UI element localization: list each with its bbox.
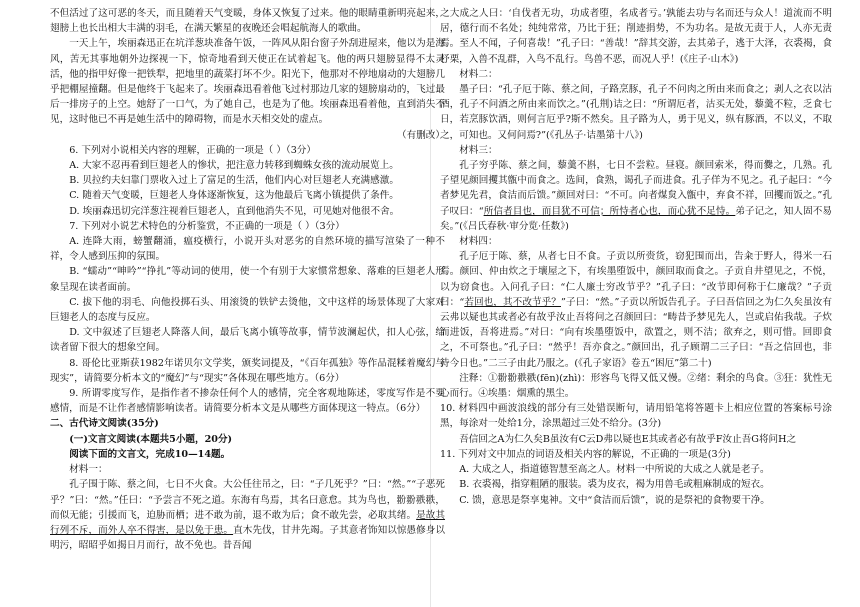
question-11-option-c: C. 馈，意思是祭享鬼神。文中“食洁而后馈”，说的是祭祀的食物要干净。 [459, 494, 770, 506]
question-7-option-c: C. 拔下他的羽毛、向他投掷石头、用滚烫的铁铲去烫他，文中这样的场景体现了大家对巨翅老人的态度与反应。 [50, 296, 445, 324]
section-2-heading: 二、古代诗文阅读(35分) [50, 418, 159, 430]
question-7-option-d: D. 文中叙述了巨翅老人降落人间，最后飞离小镇等故事，情节波澜起伏，扣人心弦，给读者留下很大的想象空间。 [50, 327, 445, 354]
material-3-text-part-1: 孔子穷乎陈、蔡之间，藜羹不斟，七日不尝粒。昼寝。颜回索米，得而爨之，几熟。孔子望见颜回攫其甑中而食之。选间，食熟，谒孔子而进食。孔子佯为不见之。孔子起曰：“今者梦见先君，食洁而后馈。”颜回对曰：“不可。向者煤炱入甑中，弃食不祥，回攫而饭之。”孔子叹曰：“ [440, 160, 832, 217]
material-3-underlined: 所信者目也，而目犹不可信；所恃者心也，而心犹不足恃。 [483, 205, 736, 217]
material-4-text [440, 249, 832, 371]
question-6-option-c: C. 随着天气变暖，巨翅老人身体逐渐恢复，这为他最后飞离小镇提供了条件。 [69, 190, 399, 202]
material-4-label: 材料四： [459, 236, 498, 248]
right-column [440, 6, 832, 508]
annotation-notes: 注释：①翂翂翐翐(fēn)(zhì)：形容鸟飞得又低又慢。②绪：剩余的鸟食。③狂：犹性无心而行。④埃墨：烟熏的黑尘。 [440, 372, 832, 400]
material-4-text-part-1: 孔子厄于陈、蔡，从者七日不食。子贡以所赍货，窃犯围而出，告籴于野人，得米一石焉。颜回、仲由炊之于壤屋之下，有埃墨堕饭中，颜回取而食之。子贡自井望见之，不悦，以为窃食也。入问孔子曰：“仁人廉士穷改节乎？”孔子曰：“改节即何称于仁廉哉？”子贡曰：“ [440, 251, 832, 308]
material-1-text [50, 477, 445, 553]
source-note: （有删改） [397, 129, 445, 141]
question-9: 9. 所谓零度写作，是指作者不掺杂任何个人的感情，完全客观地陈述，零度写作是不要感情，而是不让作者感情影响读者。请简要分析本文是从哪些方面体现这一特点。（6分） [50, 388, 445, 415]
reading-instruction: 阅读下面的文言文，完成10—14题。 [69, 448, 231, 460]
story-paragraph-1: 不但活过了这可恶的冬天，而且随着天气变暖，身体又恢复了过来。他的眼睛重新明亮起来，翅膀上也长出相大丰满的羽毛，在满天繁星的夜晚还会唱起航海人的歌曲。 [50, 8, 445, 35]
material-1-underlined: 是故其行列不斥，而外人卒不得害，是以免于患。 [50, 509, 446, 536]
question-6-option-d: D. 埃丽森迅切完洋葱注视着巨翅老人，直到他消失不见，可见她对他很不舍。 [69, 205, 400, 217]
material-1-label: 材料一： [69, 464, 108, 476]
question-11: 11. 下列对文中加点的词语及相关内容的解说，不正确的一项是(3分) [440, 448, 731, 460]
material-3-text [440, 158, 832, 234]
question-6-option-a: A. 大家不忍再看到巨翅老人的惨状，把注意力转移到蜘蛛女孩的流动展览上。 [69, 160, 399, 172]
subsection-1-heading: (一)文言文阅读(本题共5小题，20分) [69, 433, 233, 445]
question-8: 8. 哥伦比亚斯获1982年诺贝尔文学奖，颁奖词提及，“《百年孤独》等作品混糅着魔幻与现实”，请简要分析本文的“魔幻”与“现实”各体现在哪些地方。（6分） [50, 357, 445, 384]
left-column [50, 6, 445, 553]
question-11-option-a: A. 大成之人，指道德智慧至高之人。材料一中所说的大成之人就是老子。 [459, 464, 770, 476]
material-3-text-part-2: 弟子记之，知人固不易矣。”(《吕氏春秋·审分览·任数》) [440, 205, 833, 232]
question-10: 10. 材料四中画波浪线的部分有三处错误断句，请用铅笔将答题卡上相应位置的答案标号涂黑，每涂对一处给1分，涂黑超过三处不给分。(3分) [440, 403, 832, 430]
material-1-continuation: 之大成之人曰：‘自伐者无功，功成者堕，名成者亏。’孰能去功与名而还与众人！道流而不明居，德行而不名处；纯纯常常，乃比于狂；削迹捐势，不为功名。是故无责于人，人亦无责焉。至人不闻，子何喜哉！”孔子曰：“善哉！”辞其交游，去其弟子，逃于大泽，衣裘褐，食杼栗，入兽不乱群，入鸟不乱行。鸟兽不恶，而况人乎！(《庄子·山木》) [440, 8, 832, 65]
material-4-text-part-2: ”子曰：“然。”子贡以所饭告孔子。子曰吾信回之为仁久矣虽汝有云弗以疑也其或者必有故乎汝止吾将问之召颜回曰：“畴昔予梦见先人，岂或启佑我哉。子炊而进饭，吾将进焉。”对曰：“向有埃墨堕饭中，欲置之，则不洁；欲弃之，则可惜。回即食之，不可祭也。”孔子曰：“然乎！吾亦食之。”颜回出，孔子顾谓二三子曰：“吾之信回也，非待今日也。”二三子由此乃服之。(《孔子家语》卷五“困厄”第二十) [440, 296, 833, 369]
material-4-underlined: 若回也，其不改节乎？ [464, 296, 561, 308]
story-paragraph-2: 一天上午，埃丽森迅正在坑洋葱块准备午饭，一阵风从阳台窗子外刮进屋来，他以为是海风，苦无其事地朝外边探视一下，惊奇地看到天使正在试着起飞。他的两只翅膀显得不太灵活，他的指甲好像一把铁犁，把地里的蔬菜打坏不少。阳光下，他那对不停地扇动的大翅膀几乎把棚屋撞翻。但是他终于飞起来了。埃丽森迅看着他飞过村那边几家的翅膀扇动的，飞过最后一排房子的上空。她舒了一口气，为了她自己，也是为了他。埃丽森迅看着他，直到消失不见，这时他已不再是她生活中的障碍物，而是水天相交处的虚点。 [50, 38, 445, 126]
question-6: 6. 下列对小说相关内容的理解，正确的一项是（ ）（3分） [69, 144, 316, 156]
material-3-label: 材料三： [459, 144, 498, 156]
question-7-option-a: A. 连降大雨，螃蟹翻涌，瘟疫横行，小说开头对恶劣的自然环境的描写渲染了一种不祥，令人感到压抑的氛围。 [50, 236, 445, 263]
material-2-label: 材料二： [459, 68, 498, 80]
material-1-text-part-2: 直木先伐，甘井先竭。子其意者饰知以惊愚修身以明污，昭昭乎如揭日月而行，故不免也。昔吾闻 [50, 524, 446, 552]
question-10-text: 吾信回之A为仁久矣B虽汝有C云D弗以疑也E其或者必有故乎F汝止吾G将问H之 [459, 433, 797, 445]
material-2-text: 墨子曰：“孔子厄于陈、蔡之间，子路烹豚，孔子不问肉之所由来而食之；剥人之衣以沽酒，孔子不问酒之所由来而饮之。”(孔荆)诘之曰：“所谓厄者，沽买无处，藜羹不粒，乏食七日，若烹豚饮酒，则何言厄乎?斯不然矣。且子路为人，勇于见义，纵有豚酒，不以义，不取之，可知也。又何问焉?”(《孔丛子·诘墨第十八》) [440, 84, 832, 141]
question-6-option-b: B. 贝拉约夫妇靠门票收入过上了富足的生活，他们内心对巨翅老人充满感激。 [69, 175, 399, 187]
question-7: 7. 下列对小说艺术特色的分析鉴赏，不正确的一项是（ ）（3分） [69, 220, 345, 232]
question-7-option-b: B. “蠕动”“呻吟”“挣扎”等动词的使用，使一个有别于大家惯常想象、落难的巨翅老人形象呈现在读者面前。 [50, 266, 445, 293]
material-1-text-part-1: 孔子围于陈、蔡之间，七日不火食。大公任往吊之，曰：“子几死乎？”曰：“然。”“子恶死乎？”曰：“然。”任曰：“予尝言不死之道。东海有鸟焉，其名曰意怠。其为鸟也，翂翂翐翐，而似无能；引援而飞，迫胁而栖；进不敢为前，退不敢为后；食不敢先尝，必取其绪。 [50, 479, 445, 521]
question-11-option-b: B. 衣裘褐，指穿粗陋的服装。裘为皮衣，褐为用兽毛或粗麻制成的短衣。 [459, 479, 770, 491]
